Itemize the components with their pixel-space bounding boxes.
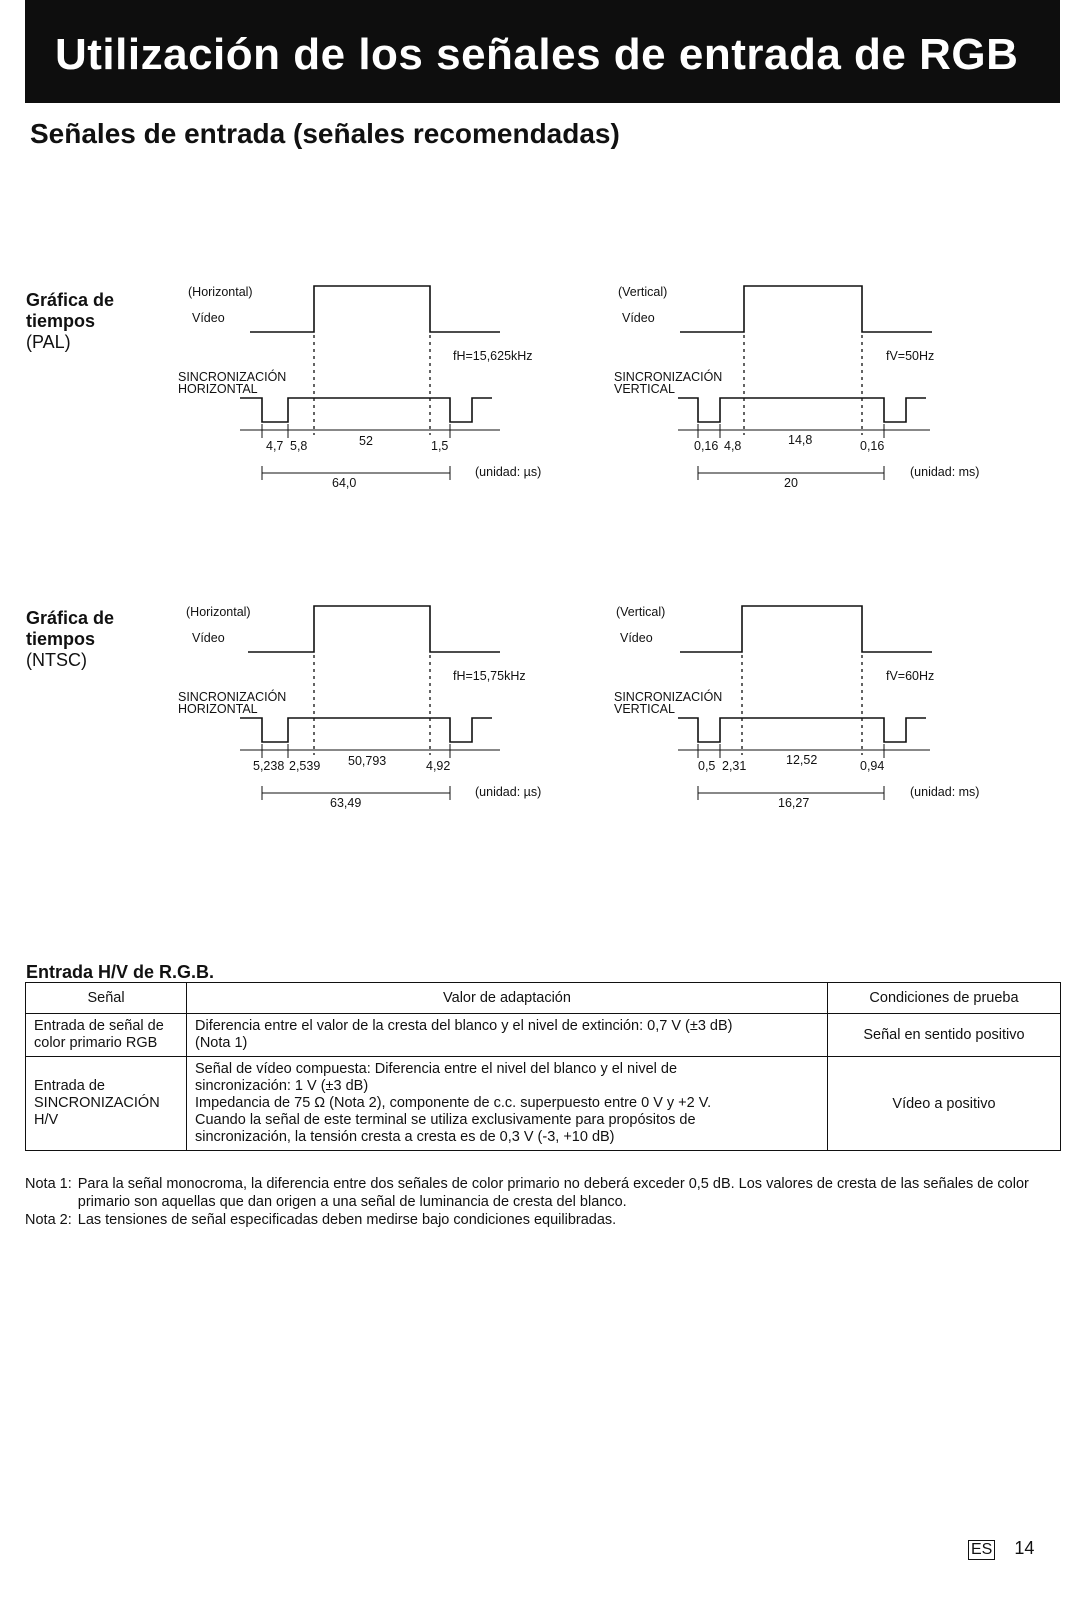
table-row — [26, 1057, 1061, 1151]
duration-label: 14,8 — [788, 433, 813, 447]
timing-diagram-ntsc-vertical — [610, 600, 1030, 840]
video-waveform — [680, 606, 932, 652]
value-cell — [187, 1057, 828, 1151]
video-label: Vídeo — [620, 631, 653, 645]
footnote-text: Para la señal monocroma, la diferencia entre dos señales de color primario no deberá exceder 0,5 dB. Los valores de cresta de las señales de color primario son aquellas que dan origen a una señal de luminancia de cresta del blanco. — [77, 1176, 1029, 1210]
unit-label: (unidad: ms) — [910, 465, 980, 479]
table-header-row — [26, 983, 1061, 1014]
section-label-plain: (NTSC) — [26, 650, 87, 670]
duration-label: 1,5 — [431, 439, 449, 453]
page-title: Utilización de los señales de entrada de RGB — [55, 30, 1019, 79]
duration-label: 4,92 — [426, 759, 451, 773]
footnote — [25, 1211, 1065, 1229]
cell-line: Cuando la señal de este terminal se utiliza exclusivamente para propósitos de — [195, 1112, 696, 1128]
video-waveform — [248, 606, 500, 652]
section-label-plain: (PAL) — [26, 332, 71, 352]
sync-label-line1: SINCRONIZACIÓN — [614, 690, 723, 704]
section-label-bold: Gráfica de tiempos — [26, 608, 115, 649]
frequency-label: fV=60Hz — [886, 669, 935, 683]
table-row — [26, 1014, 1061, 1057]
cell-line: color primario RGB — [34, 1035, 158, 1051]
timing-diagram-pal-horizontal — [170, 280, 550, 520]
timing-diagram-pal-vertical — [610, 280, 1030, 520]
cell-line: Entrada de señal de — [34, 1018, 164, 1034]
page-number: 14 — [1014, 1538, 1035, 1558]
frequency-label: fH=15,625kHz — [453, 349, 533, 363]
cell-line: Diferencia entre el valor de la cresta del blanco y el nivel de extinción: 0,7 V (±3 dB) — [195, 1018, 733, 1034]
page-footer — [968, 1538, 1034, 1560]
sync-label-line1: SINCRONIZACIÓN — [178, 370, 287, 384]
footnotes — [25, 1175, 1065, 1229]
column-header: Valor de adaptación — [187, 983, 828, 1014]
table-title: Entrada H/V de R.G.B. — [26, 962, 215, 982]
cell-line: Impedancia de 75 Ω (Nota 2), componente de c.c. superpuesto entre 0 V y +2 V. — [195, 1095, 712, 1111]
sync-label-line2: VERTICAL — [614, 702, 675, 716]
duration-label: 2,539 — [289, 759, 321, 773]
title-banner — [25, 0, 1060, 103]
sync-label-line2: VERTICAL — [614, 382, 675, 396]
unit-label: (unidad: µs) — [475, 465, 542, 479]
frequency-label: fV=50Hz — [886, 349, 935, 363]
sync-waveform — [678, 718, 926, 742]
section-label-pal — [26, 290, 126, 353]
cell-line: H/V — [34, 1112, 59, 1128]
column-header: Condiciones de prueba — [828, 983, 1061, 1014]
video-waveform — [250, 286, 500, 332]
sync-label-line1: SINCRONIZACIÓN — [178, 690, 287, 704]
duration-label: 0,5 — [698, 759, 716, 773]
duration-label: 50,793 — [348, 754, 387, 768]
cell-line: SINCRONIZACIÓN — [34, 1095, 160, 1111]
duration-label: 12,52 — [786, 753, 818, 767]
diagram-heading: (Vertical) — [618, 285, 668, 299]
diagram-heading: (Vertical) — [616, 605, 666, 619]
column-header: Señal — [26, 983, 187, 1014]
section-label-ntsc — [26, 608, 126, 671]
frequency-label: fH=15,75kHz — [453, 669, 526, 683]
unit-label: (unidad: ms) — [910, 785, 980, 799]
signal-cell — [26, 1057, 187, 1151]
condition-cell: Vídeo a positivo — [828, 1057, 1061, 1151]
condition-cell: Señal en sentido positivo — [828, 1014, 1061, 1057]
sync-label-line2: HORIZONTAL — [178, 382, 258, 396]
duration-label: 5,238 — [253, 759, 285, 773]
value-cell — [187, 1014, 828, 1057]
diagram-heading: (Horizontal) — [186, 605, 251, 619]
sync-waveform — [240, 398, 492, 422]
video-label: Vídeo — [192, 311, 225, 325]
duration-label: 2,31 — [722, 759, 747, 773]
sync-waveform — [240, 718, 492, 742]
timing-diagram-ntsc-horizontal — [170, 600, 550, 840]
cell-line: Señal de vídeo compuesta: Diferencia entre el nivel del blanco y el nivel de — [195, 1061, 678, 1077]
duration-label: 5,8 — [290, 439, 308, 453]
video-waveform — [680, 286, 932, 332]
signal-cell — [26, 1014, 187, 1057]
footnote-key: Nota 2: — [25, 1212, 72, 1228]
language-badge: ES — [968, 1540, 995, 1560]
cell-line: (Nota 1) — [195, 1035, 248, 1051]
duration-label: 0,16 — [694, 439, 719, 453]
cell-line: sincronización, la tensión cresta a cresta es de 0,3 V (-3, +10 dB) — [195, 1129, 615, 1145]
footnote — [25, 1175, 1065, 1211]
section-label-bold: Gráfica de tiempos — [26, 290, 115, 331]
diagram-heading: (Horizontal) — [188, 285, 253, 299]
video-label: Vídeo — [192, 631, 225, 645]
sync-label-line2: HORIZONTAL — [178, 702, 258, 716]
duration-label: 4,8 — [724, 439, 742, 453]
period-label: 16,27 — [778, 796, 810, 810]
duration-label: 52 — [359, 434, 373, 448]
unit-label: (unidad: µs) — [475, 785, 542, 799]
period-label: 64,0 — [332, 476, 357, 490]
cell-line: sincronización: 1 V (±3 dB) — [195, 1078, 369, 1094]
duration-label: 0,16 — [860, 439, 885, 453]
footnote-text: Las tensiones de señal especificadas deben medirse bajo condiciones equilibradas. — [77, 1212, 617, 1228]
period-label: 63,49 — [330, 796, 362, 810]
period-label: 20 — [784, 476, 798, 490]
duration-label: 4,7 — [266, 439, 284, 453]
duration-label: 0,94 — [860, 759, 885, 773]
page-subtitle: Señales de entrada (señales recomendadas) — [30, 118, 620, 149]
sync-label-line1: SINCRONIZACIÓN — [614, 370, 723, 384]
rgb-spec-table — [25, 982, 1061, 1151]
video-label: Vídeo — [622, 311, 655, 325]
sync-waveform — [678, 398, 926, 422]
footnote-key: Nota 1: — [25, 1176, 72, 1192]
cell-line: Entrada de — [34, 1078, 105, 1094]
